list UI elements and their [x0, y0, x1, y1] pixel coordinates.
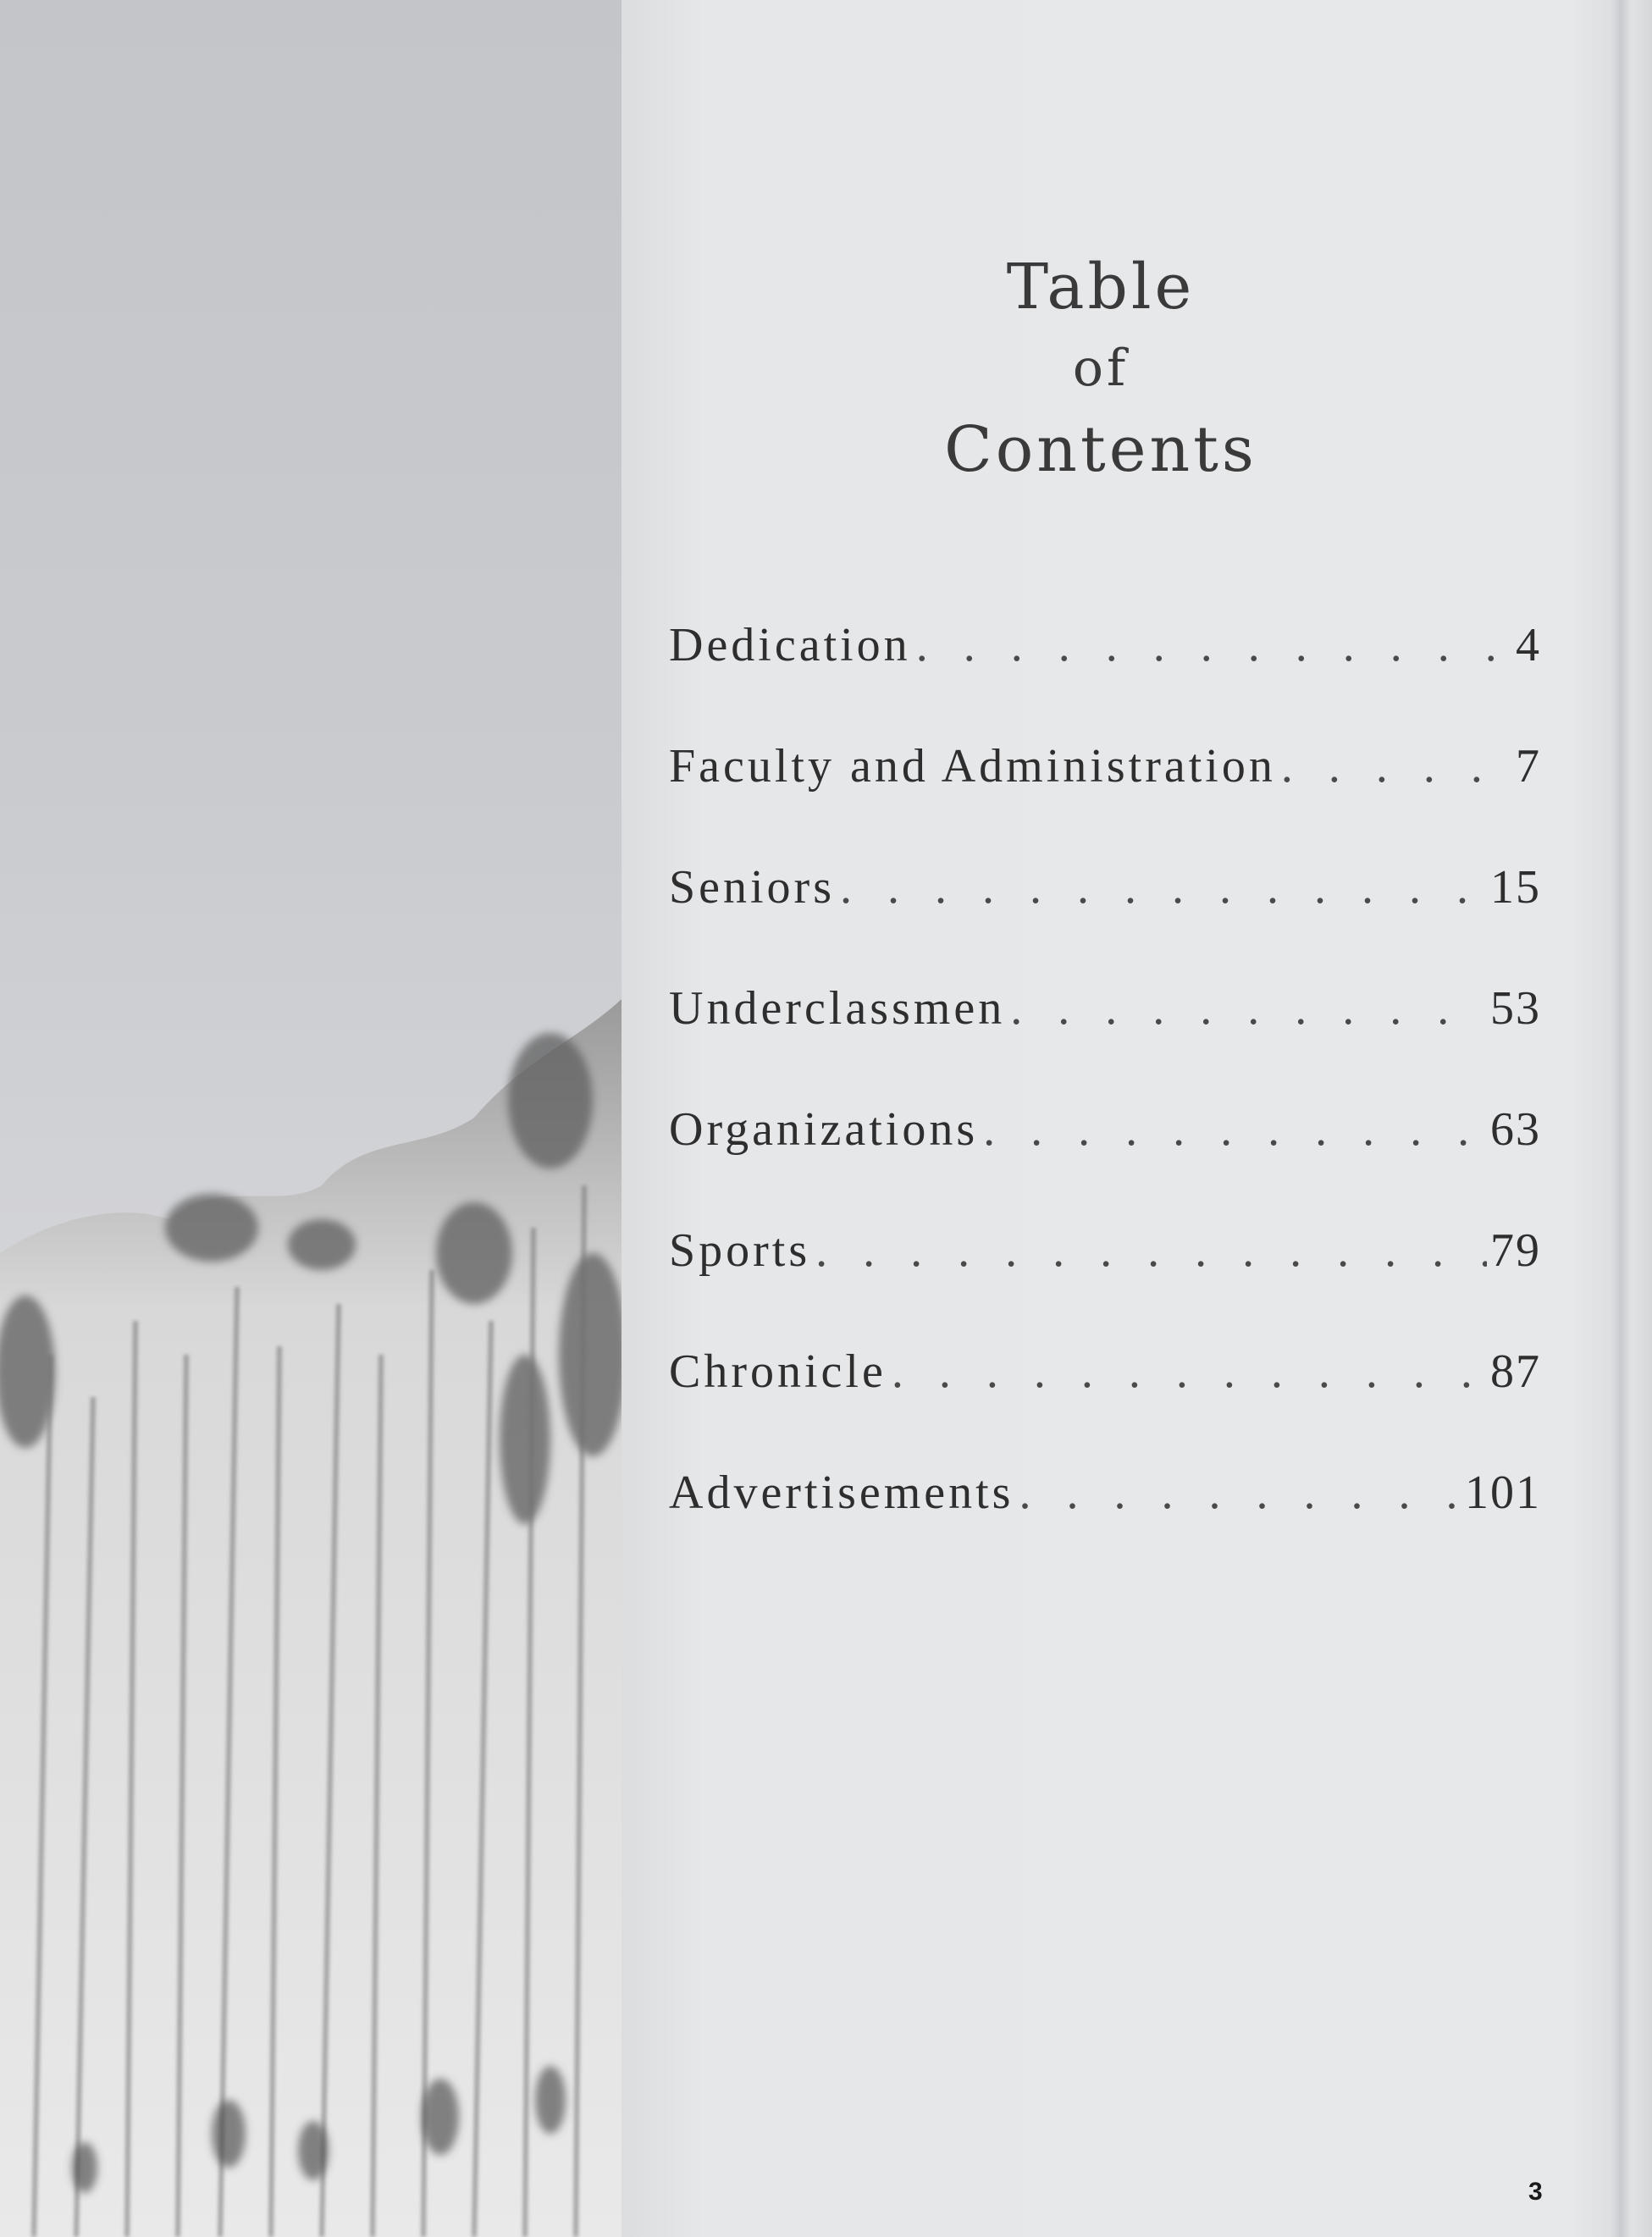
title-line-table: Table: [1006, 251, 1196, 324]
toc-entry-underclassmen: [669, 981, 1541, 1102]
toc-dot-leader: [1276, 739, 1512, 793]
toc-entry-advertisements: [669, 1466, 1541, 1587]
page-number: 3: [1528, 2178, 1543, 2206]
toc-entry-sports: [669, 1223, 1541, 1345]
page-title: [847, 246, 1355, 490]
toc-dot-leader: [1014, 1466, 1461, 1520]
toc-dot-leader: [1005, 981, 1487, 1036]
toc-label: Organizations: [669, 1103, 979, 1156]
toc-page-number: 53: [1490, 982, 1541, 1035]
toc-label: Dedication: [669, 619, 911, 671]
toc-page-number: 63: [1490, 1103, 1541, 1156]
toc-page-number: 101: [1465, 1466, 1541, 1519]
toc-dot-leader: [911, 618, 1512, 672]
toc-page-number: 15: [1490, 861, 1541, 914]
toc-entry-organizations: [669, 1102, 1541, 1223]
toc-dot-leader: [887, 1345, 1487, 1399]
toc-label: Underclassmen: [669, 982, 1006, 1035]
table-of-contents: [669, 618, 1541, 1587]
toc-dot-leader: [810, 1223, 1487, 1278]
toc-dot-leader: [978, 1102, 1487, 1157]
toc-dot-leader: [835, 860, 1487, 914]
title-line-of: of: [1072, 339, 1130, 399]
toc-label: Sports: [669, 1224, 811, 1277]
toc-entry-seniors: [669, 860, 1541, 981]
toc-label: Seniors: [669, 861, 835, 914]
toc-page-number: 79: [1490, 1224, 1541, 1277]
toc-label: Chronicle: [669, 1345, 887, 1398]
toc-label: Faculty and Administration: [669, 740, 1276, 793]
toc-label: Advertisements: [669, 1466, 1014, 1519]
toc-entry-chronicle: [669, 1345, 1541, 1466]
toc-entry-dedication: [669, 618, 1541, 739]
toc-page-number: 7: [1516, 740, 1541, 793]
toc-page-number: 87: [1490, 1345, 1541, 1398]
toc-page-number: 4: [1516, 619, 1541, 671]
title-line-contents: Contents: [944, 413, 1257, 487]
toc-entry-faculty: [669, 739, 1541, 860]
grass-photograph: [0, 0, 622, 2237]
